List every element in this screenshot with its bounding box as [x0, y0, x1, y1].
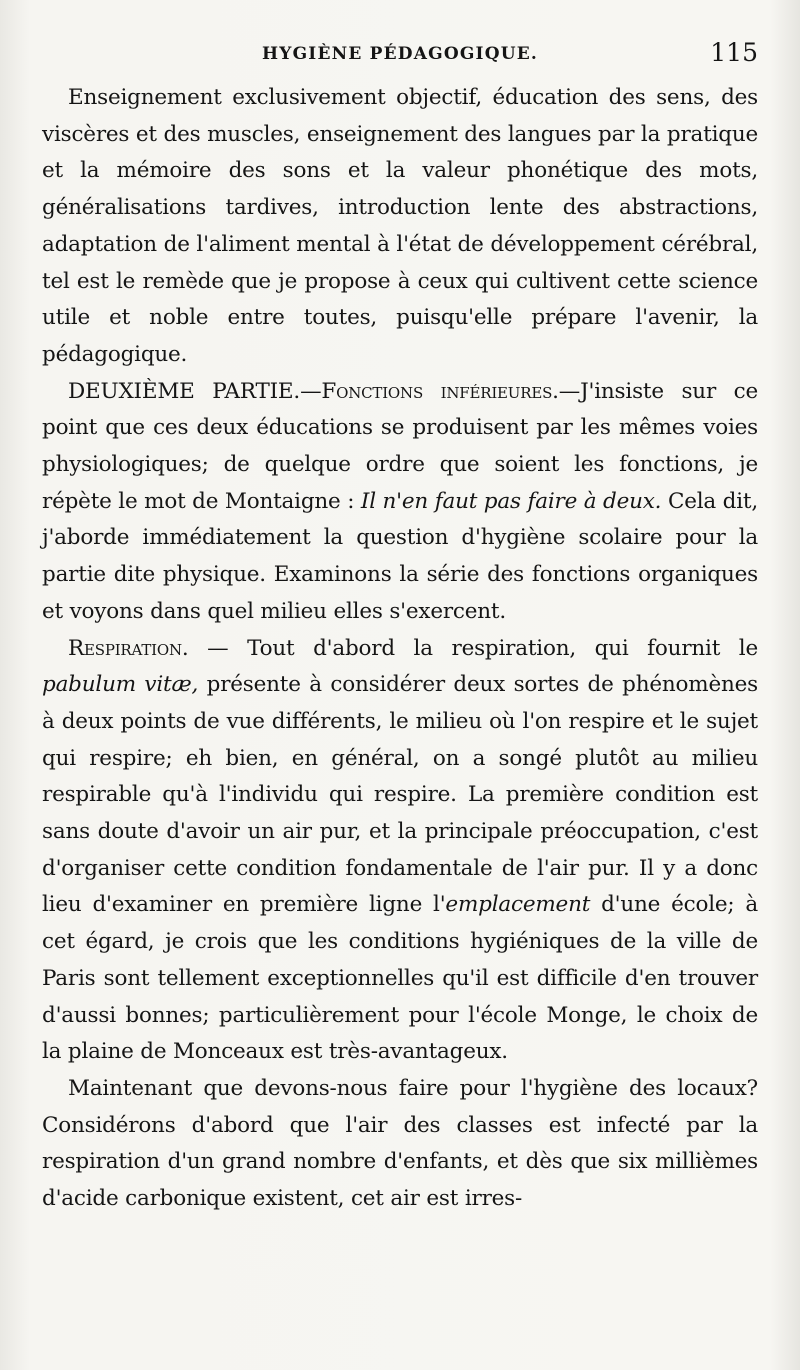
section-heading-respiration: Respiration. — [68, 635, 189, 661]
paragraph-deuxieme-partie — [42, 374, 758, 631]
dash: — — [558, 378, 581, 404]
emphasis-term: emplacement — [445, 892, 591, 918]
body-text — [42, 80, 758, 1218]
paragraph-text: J'insiste sur ce point que ces deux éducations se produisent par les mêmes voies physiologiques; de quelque ordre que soient les fonctions, je répète le mot de Montaigne : — [42, 378, 758, 514]
paragraph-conclusion — [42, 80, 758, 374]
paragraph-text: Maintenant que devons-nous faire pour l'hygiène des locaux? Considérons d'abord que l'air des classes est infecté par la respiration d'un grand nombre d'enfants, et dès que six millièmes d'acide carbonique existent, cet air est irres- — [42, 1075, 758, 1212]
page-number: 115 — [710, 38, 758, 67]
section-subheading: Fonctions inférieures. — [321, 378, 559, 404]
dash: — — [188, 635, 248, 661]
paragraph-text: d'une école; à cet égard, je crois que les conditions hygiéniques de la ville de Paris sont tellement exceptionnelles qu'il est difficile d'en trouver d'aussi bonnes; particulièrement pour l'école Monge, le choix de la plaine de Monceaux est très-avantageux. — [42, 892, 758, 1065]
page-header — [40, 38, 760, 72]
montaigne-quote: Il n'en faut pas faire à deux. — [360, 488, 662, 514]
paragraph-locaux — [42, 1071, 758, 1218]
paragraph-text: présente à considérer deux sortes de phénomènes à deux points de vue différents, le milieu où l'on respire et le sujet qui respire; eh bien, en général, on a songé plutôt au milieu respirable qu'à l'individu qui respire. La première condition est sans doute d'avoir un air pur, et la principale préoccupation, c'est d'organiser cette condition fondamentale de l'air pur. Il y a donc lieu d'examiner en première ligne l' — [42, 672, 758, 918]
paragraph-respiration — [42, 631, 758, 1071]
latin-term: pabulum vitæ, — [42, 672, 199, 698]
paragraph-text: Tout d'abord la respiration, qui fournit le — [247, 635, 758, 661]
dash: — — [300, 378, 322, 404]
part-heading: DEUXIÈME PARTIE. — [68, 378, 301, 404]
paragraph-text: Enseignement exclusivement objectif, éducation des sens, des viscères et des muscles, enseignement des langues par la pratique et la mémoire des sons et la valeur phonétique des mots, généralisations tardives, introduction lente des abstractions, adaptation de l'aliment mental à l'état de développement cérébral, tel est le remède que je propose à ceux qui cultivent cette science utile et noble entre toutes, puisqu'elle prépare l'avenir, la pédagogique. — [42, 85, 758, 367]
paragraph-text: Cela dit, j'aborde immédiatement la question d'hygiène scolaire pour la partie dite physique. Examinons la série des fonctions organiques et voyons dans quel milieu elles s'exercent. — [42, 488, 759, 624]
running-head: HYGIÈNE PÉDAGOGIQUE. — [261, 44, 539, 64]
